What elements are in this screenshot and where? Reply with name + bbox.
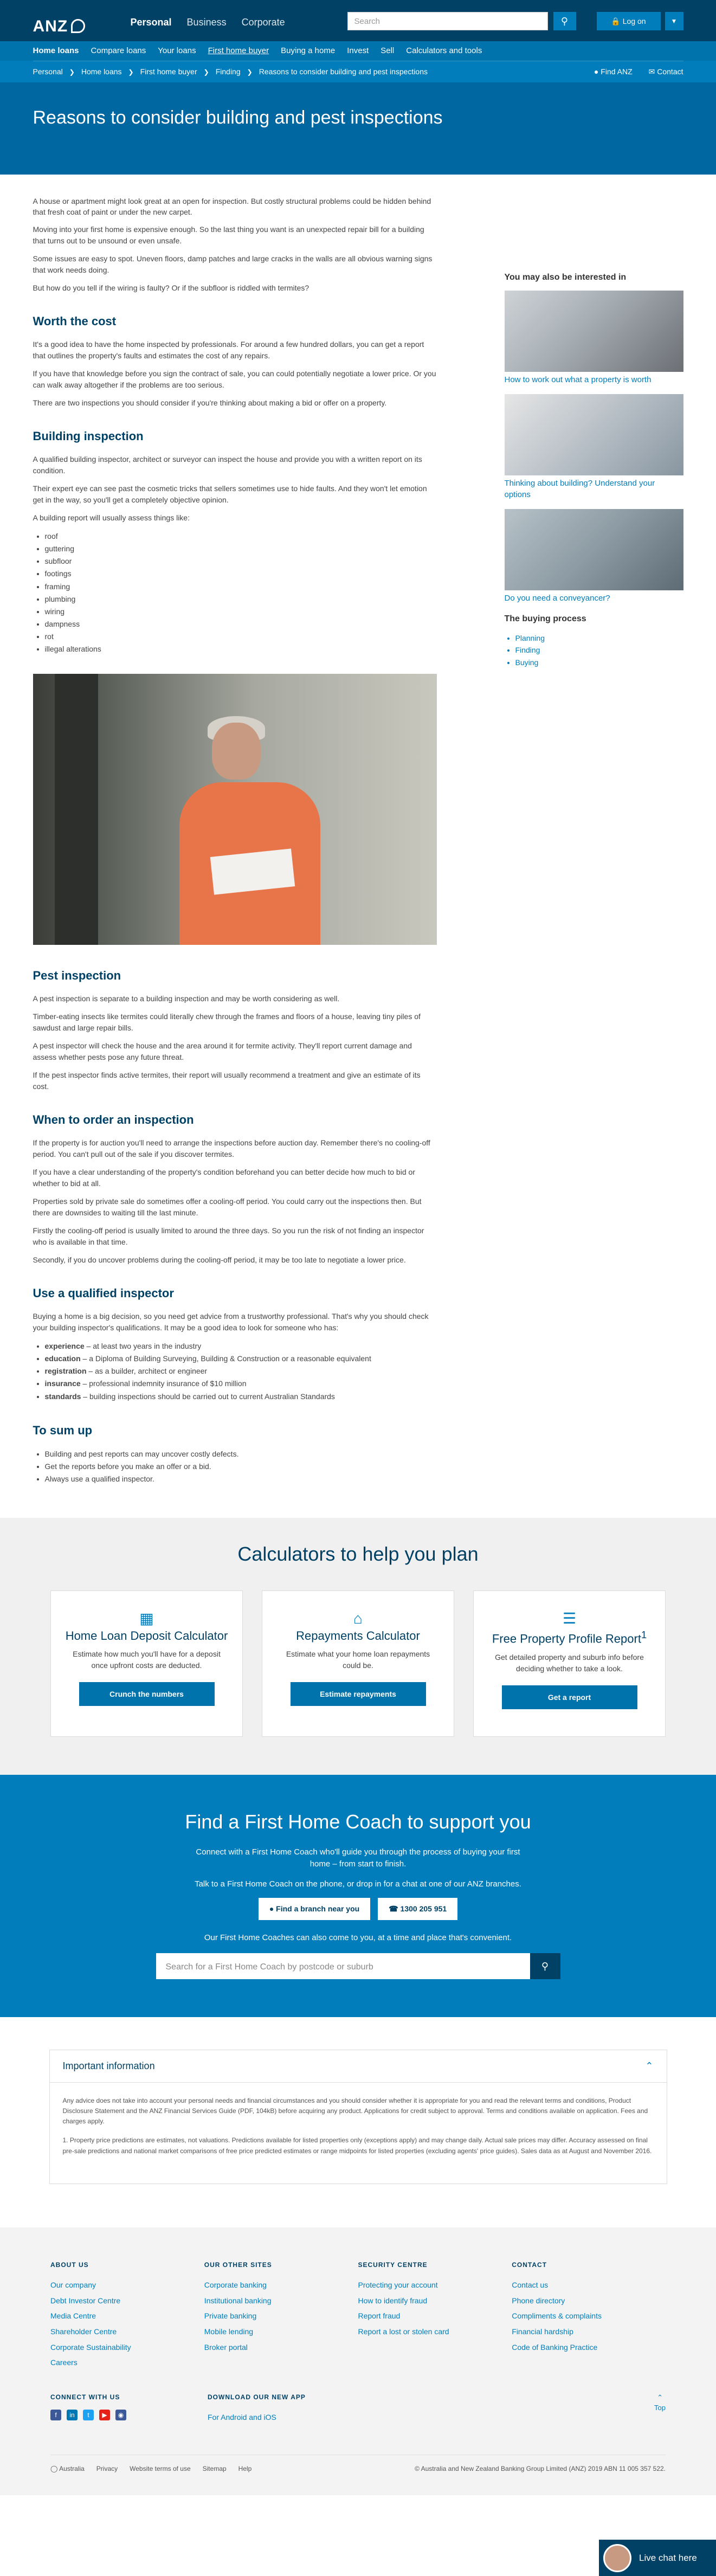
privacy-link[interactable]: Privacy xyxy=(96,2464,118,2472)
lock-icon: 🔒 xyxy=(611,17,621,25)
paragraph: Properties sold by private sale do sometimes offer a cooling-off period. You could carry out the inspections then. But there are downsides to waiting till the last minute. xyxy=(33,1197,422,1218)
paragraph: If the pest inspector finds active termites, their report will usually recommend a treatment and give an estimate of its cost. xyxy=(33,1071,421,1091)
sitemap-link[interactable]: Sitemap xyxy=(202,2464,227,2472)
paragraph: Timber-eating insects like termites could literally chew through the frames and floors of a house, leaving tiny piles of sawdust and large repair bills. xyxy=(33,1012,421,1033)
chat-bubble-icon: ✉ xyxy=(648,67,655,76)
disclaimer-text: Any advice does not take into account your personal needs and financial circumstances and you should consider whether it is appropriate for you and read the relevant terms and conditions, Product Disclosure Statement and the ANZ Financial Services Guide (PDF, 104kB) before acquiring any product. Applications for credit subject to approval. Terms and conditions available on application. Fees and charges apply. xyxy=(62,2096,648,2126)
list-item: • wiring xyxy=(45,606,437,618)
calculators-section xyxy=(0,1518,716,1775)
card-title: Free Property Profile Report$^1$ xyxy=(492,1628,647,1646)
segment-corporate[interactable]: Corporate xyxy=(241,17,285,28)
find-branch-button[interactable]: ● Find a branch near you xyxy=(259,1898,370,1920)
coach-search-input[interactable]: Search for a First Home Coach by postcode or suburb xyxy=(156,1953,530,1979)
related-link-property-worth[interactable]: How to work out what a property is worth xyxy=(504,375,652,384)
paragraph: But how do you tell if the wiring is faulty? Or if the subfloor is riddled with termites? xyxy=(33,284,309,293)
list-item: • dampness xyxy=(45,618,437,630)
footer-link[interactable]: Report a lost or stolen card xyxy=(358,2327,449,2336)
coach-search-button[interactable] xyxy=(530,1953,560,1979)
chevron-right-icon: ❯ xyxy=(69,68,75,76)
heading-qualified-inspector: Use a qualified inspector xyxy=(33,1286,174,1300)
process-link-finding[interactable]: • Finding xyxy=(515,644,683,656)
footer-link[interactable]: Protecting your account xyxy=(358,2280,438,2289)
secondary-nav xyxy=(0,41,716,61)
location-pin-icon: ● xyxy=(594,67,599,76)
list-item: • Get the reports before you make an offer or a bid. xyxy=(45,1460,437,1473)
paragraph: If you have a clear understanding of the property's condition beforehand you can better decide how much to bid or whether to bid at all. xyxy=(33,1168,415,1188)
card-title: Home Loan Deposit Calculator xyxy=(65,1628,228,1643)
heading-pest-inspection: Pest inspection xyxy=(33,969,121,983)
card-title: Repayments Calculator xyxy=(296,1628,420,1643)
download-app xyxy=(208,2392,365,2425)
connect-with-us xyxy=(50,2392,208,2425)
list-item: • Building and pest reports can may uncover costly defects. xyxy=(45,1448,437,1460)
nav-calculators[interactable]: Calculators and tools xyxy=(406,46,482,55)
coach-text: Our First Home Coaches can also come to you, at a time and place that's convenient. xyxy=(204,1933,512,1943)
heading-to-sum-up: To sum up xyxy=(33,1423,93,1437)
footer-link[interactable]: Report fraud xyxy=(358,2311,401,2321)
breadcrumb-home-loans[interactable]: Home loans xyxy=(81,67,122,76)
footer-col-other-sites xyxy=(204,2260,358,2371)
paragraph: Secondly, if you do uncover problems during the cooling-off period, it may be too late to negotiate a lower price. xyxy=(33,1255,406,1265)
list-item: • footings xyxy=(45,568,437,580)
globe-icon: ◯ xyxy=(50,2464,58,2472)
footer-col-security xyxy=(358,2260,512,2371)
list-item: • registration – as a builder, architect or engineer xyxy=(45,1365,437,1377)
paragraph: If the property is for auction you'll need to arrange the inspections before auction day. Remember there's no cooling-off period. You can't pull out of the sale if you discover termites. xyxy=(33,1138,430,1159)
paragraph: A pest inspection is separate to a building inspection and may be worth considering as well. xyxy=(33,994,340,1003)
paragraph: A building report will usually assess things like: xyxy=(33,513,190,523)
search-input[interactable]: Search xyxy=(347,12,548,30)
list-item: • subfloor xyxy=(45,555,437,568)
buying-process-list xyxy=(515,632,683,668)
footer-link[interactable]: Corporate banking xyxy=(204,2280,267,2289)
list-item: • experience – at least two years in the industry xyxy=(45,1340,437,1353)
footer-heading: DOWNLOAD OUR NEW APP xyxy=(208,2393,306,2401)
twitter-icon[interactable]: t xyxy=(83,2410,94,2420)
document-icon: ☰ xyxy=(562,1609,577,1627)
list-item: • illegal alterations xyxy=(45,643,437,655)
get-report-button[interactable]: Get a report xyxy=(502,1685,637,1709)
footer-link[interactable]: Mobile lending xyxy=(204,2327,254,2336)
process-link-planning[interactable]: • Planning xyxy=(515,632,683,644)
footer-link[interactable]: Contact us xyxy=(512,2280,549,2289)
nav-invest[interactable]: Invest xyxy=(347,46,369,55)
card-description: Estimate how much you'll have for a deposit once upfront costs are deducted. xyxy=(73,1650,221,1670)
page-title: Reasons to consider building and pest inspections xyxy=(33,107,443,128)
chevron-up-icon: ⌃ xyxy=(645,2060,654,2071)
footer-link[interactable]: Careers xyxy=(50,2358,78,2367)
nav-your-loans[interactable]: Your loans xyxy=(158,46,196,55)
breadcrumb-personal[interactable]: Personal xyxy=(33,67,63,76)
list-item: • standards – building inspections should be carried out to current Australian Standards xyxy=(45,1390,437,1403)
segment-personal[interactable]: Personal xyxy=(130,17,172,28)
footer-heading: CONNECT WITH US xyxy=(50,2393,120,2401)
footer-link[interactable]: Broker portal xyxy=(204,2342,248,2352)
instagram-icon[interactable]: ◉ xyxy=(115,2410,126,2420)
crunch-numbers-button[interactable]: Crunch the numbers xyxy=(79,1682,215,1706)
terms-link[interactable]: Website terms of use xyxy=(130,2464,191,2472)
paragraph: Firstly the cooling-off period is usually limited to around the three days. So you run the risk of not finding an inspector who is available in that time. xyxy=(33,1226,424,1247)
list-item: • rot xyxy=(45,630,437,643)
important-information xyxy=(49,2050,667,2184)
process-link-buying[interactable]: • Buying xyxy=(515,656,683,668)
related-link-building[interactable]: Thinking about building? Understand your options xyxy=(504,479,655,499)
phone-button[interactable]: ☎ 1300 205 951 xyxy=(378,1898,457,1920)
breadcrumb xyxy=(33,61,683,82)
house-icon: ⌂ xyxy=(353,1609,363,1627)
search-icon: ⚲ xyxy=(560,16,569,27)
app-link[interactable]: For Android and iOS xyxy=(208,2412,276,2422)
disclaimer-text: 1. Property price predictions are estimates, not valuations. Predictions available for listed properties only (exceptions apply) and may change daily. Actual sale prices may differ. Accuracy assessed on final pre-sale predictions and national market comparisons of free price predicted estimates or range midpoints for listed properties (excluding agents' price guides). Sales data as at August and November 2016. xyxy=(62,2136,652,2155)
list-item: • framing xyxy=(45,581,437,593)
footer-link[interactable]: Debt Investor Centre xyxy=(50,2296,121,2305)
hero xyxy=(0,61,716,175)
list-item: • education – a Diploma of Building Surveying, Building & Construction or a reasonable equivalent xyxy=(45,1353,437,1365)
first-home-coach-section xyxy=(0,1775,716,2017)
related-thumbnail[interactable] xyxy=(505,394,683,475)
footer-col-contact xyxy=(512,2260,666,2371)
related-thumbnail[interactable] xyxy=(505,509,683,590)
nav-compare-loans[interactable]: Compare loans xyxy=(91,46,146,55)
breadcrumb-finding[interactable]: Finding xyxy=(215,67,241,76)
live-chat-label: Live chat here xyxy=(639,2552,697,2563)
paragraph: A qualified building inspector, architect or surveyor can inspect the house and provide you with a written report on its condition. xyxy=(33,455,422,475)
repayments-calculator-card xyxy=(262,1590,454,1737)
article xyxy=(33,175,437,1485)
agent-avatar xyxy=(603,2544,631,2572)
paragraph: A pest inspector will check the house and the area around it for termite activity. They'll report current damage and assess whether pests pose any future threat. xyxy=(33,1041,412,1062)
footer-heading: CONTACT xyxy=(512,2261,547,2269)
footer-link[interactable]: How to identify fraud xyxy=(358,2296,428,2305)
anz-logo[interactable]: ANZ xyxy=(33,14,86,38)
facebook-icon[interactable]: f xyxy=(50,2410,61,2420)
footer-link[interactable]: Code of Banking Practice xyxy=(512,2342,598,2352)
footer-link[interactable]: Phone directory xyxy=(512,2296,565,2305)
nav-first-home-buyer[interactable]: First home buyer xyxy=(208,46,269,55)
breadcrumb-current: Reasons to consider building and pest inspections xyxy=(259,67,428,76)
related-thumbnail[interactable] xyxy=(505,291,683,372)
card-description: Get detailed property and suburb info before deciding whether to take a look. xyxy=(495,1652,644,1673)
footer-link[interactable]: Media Centre xyxy=(50,2311,96,2321)
calculator-icon: ▦ xyxy=(139,1609,154,1627)
contact-link[interactable]: ✉ Contact xyxy=(648,67,683,76)
region-selector[interactable]: ◯ Australia xyxy=(50,2464,85,2472)
nav-home-loans[interactable]: Home loans xyxy=(33,46,79,55)
find-anz-link[interactable]: ● Find ANZ xyxy=(594,67,633,76)
related-sidebar xyxy=(505,271,683,668)
arrow-up-icon: ⌃ xyxy=(657,2393,663,2401)
footer-link[interactable]: Our company xyxy=(50,2280,96,2289)
nav-buying-a-home[interactable]: Buying a home xyxy=(281,46,336,55)
property-report-card xyxy=(473,1590,666,1737)
heading-when-to-order: When to order an inspection xyxy=(33,1113,194,1127)
footer-link[interactable]: Institutional banking xyxy=(204,2296,272,2305)
back-to-top[interactable]: ⌃ Top xyxy=(654,2393,666,2412)
location-pin-icon: ● xyxy=(269,1904,274,1914)
search-icon: ⚲ xyxy=(541,1960,549,1972)
list-item: • roof xyxy=(45,530,437,543)
heading-worth-the-cost: Worth the cost xyxy=(33,314,117,329)
log-on-button[interactable]: 🔒 Log on xyxy=(597,12,661,30)
breadcrumb-first-home-buyer[interactable]: First home buyer xyxy=(140,67,197,76)
estimate-repayments-button[interactable]: Estimate repayments xyxy=(291,1682,426,1706)
deposit-calculator-card xyxy=(50,1590,243,1737)
footer-link[interactable]: Private banking xyxy=(204,2311,257,2321)
anz-logo-mark-icon xyxy=(71,19,85,33)
help-link[interactable]: Help xyxy=(238,2464,252,2472)
summary-list xyxy=(45,1448,437,1485)
linkedin-icon[interactable]: in xyxy=(67,2410,78,2420)
paragraph: Some issues are easy to spot. Uneven floors, damp patches and large cracks in the walls are all obvious warning signs that work needs doing. xyxy=(33,254,433,275)
footer-link[interactable]: Compliments & complaints xyxy=(512,2311,602,2321)
footer-heading: ABOUT US xyxy=(50,2261,89,2269)
heading-building-inspection: Building inspection xyxy=(33,429,144,443)
footer-heading: SECURITY CENTRE xyxy=(358,2261,428,2269)
coach-heading: Find a First Home Coach to support you xyxy=(185,1810,531,1833)
paragraph: Their expert eye can see past the cosmetic tricks that sellers sometimes use to hide faults. And they won't let emotion get in the way, so you'll get a completely objective opinion. xyxy=(33,484,427,505)
list-item: • insurance – professional indemnity insurance of $10 million xyxy=(45,1377,437,1390)
card-description: Estimate what your home loan repayments could be. xyxy=(286,1650,430,1670)
live-chat-button[interactable] xyxy=(599,2540,716,2576)
copyright: © Australia and New Zealand Banking Group Limited (ANZ) 2019 ABN 11 005 357 522. xyxy=(415,2464,666,2472)
paragraph: There are two inspections you should consider if you're thinking about making a bid or offer on a property. xyxy=(33,398,387,408)
search-button[interactable] xyxy=(553,12,576,30)
paragraph: Buying a home is a big decision, so you need get advice from a trustworthy professional. That's why you should check your building inspector's qualifications. It may be a good idea to look for someone who has: xyxy=(33,1312,429,1332)
youtube-icon[interactable]: ▶ xyxy=(99,2410,110,2420)
phone-icon: ☎ xyxy=(389,1904,398,1914)
coach-text: Talk to a First Home Coach on the phone, or drop in for a chat at one of our ANZ branches. xyxy=(195,1879,521,1889)
assessment-list xyxy=(45,530,437,655)
footer xyxy=(0,2227,716,2495)
segment-nav xyxy=(131,15,285,30)
important-heading: Important information xyxy=(62,2060,155,2071)
chevron-down-icon: ▼ xyxy=(670,17,678,25)
footer-link[interactable]: Shareholder Centre xyxy=(50,2327,117,2336)
intro: A house or apartment might look great at an open for inspection. But costly structural problems could be hidden behind that fresh coat of paint or under the new carpet. xyxy=(33,197,431,216)
chevron-right-icon: ❯ xyxy=(203,68,209,76)
chevron-right-icon: ❯ xyxy=(128,68,134,76)
footer-heading: OUR OTHER SITES xyxy=(204,2261,272,2269)
qualification-list xyxy=(45,1340,437,1402)
title-band xyxy=(0,82,716,175)
buying-process-heading: The buying process xyxy=(504,614,586,623)
chevron-right-icon: ❯ xyxy=(247,68,253,76)
paragraph: It's a good idea to have the home inspected by professionals. For around a few hundred dollars, you can get a report that outlines the property's faults and estimates the cost of any repairs. xyxy=(33,340,424,360)
calculators-heading: Calculators to help you plan xyxy=(237,1542,479,1565)
list-item: • plumbing xyxy=(45,593,437,606)
list-item: • guttering xyxy=(45,543,437,555)
related-link-conveyancer[interactable]: Do you need a conveyancer? xyxy=(504,594,610,603)
footer-link[interactable]: Financial hardship xyxy=(512,2327,573,2336)
log-on-menu-button[interactable] xyxy=(665,12,683,30)
footer-col-about xyxy=(50,2260,204,2371)
related-heading: You may also be interested in xyxy=(504,273,627,282)
nav-sell[interactable]: Sell xyxy=(380,46,395,55)
segment-business[interactable]: Business xyxy=(186,17,227,28)
content xyxy=(33,175,683,1485)
top-header xyxy=(0,0,716,41)
coach-text: Connect with a First Home Coach who'll guide you through the process of buying your first home – from start to finish. xyxy=(196,1847,520,1869)
article-photo xyxy=(33,674,437,945)
paragraph: If you have that knowledge before you sign the contract of sale, you can could potentially negotiate a lower price. Or you can walk away altogether if the problems are too serious. xyxy=(33,369,436,390)
important-toggle[interactable] xyxy=(50,2050,667,2083)
paragraph: Moving into your first home is expensive enough. So the last thing you want is an unexpected repair bill for a building that turns out to be unsound or even unsafe. xyxy=(33,225,424,246)
list-item: • Always use a qualified inspector. xyxy=(45,1473,437,1485)
footer-link[interactable]: Corporate Sustainability xyxy=(50,2342,131,2352)
